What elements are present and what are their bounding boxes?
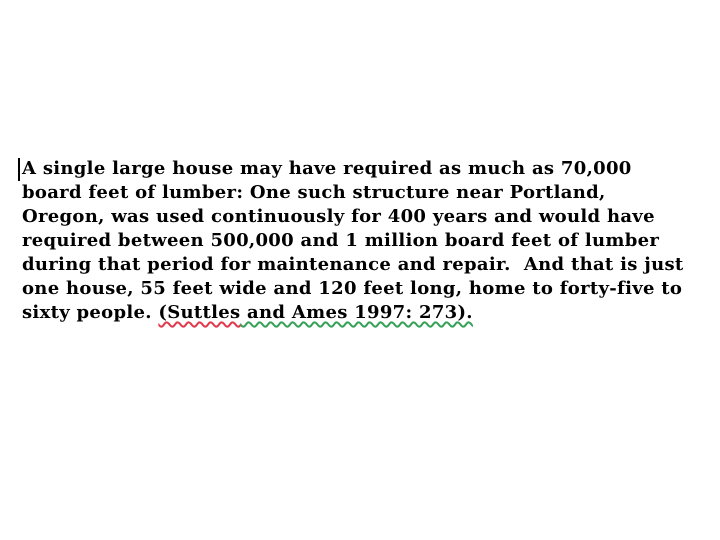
grammar-error-underline[interactable]: and Ames 1997: 273). [240,302,473,323]
text-line[interactable]: required between 500,000 and 1 million board feet of lumber [22,230,660,251]
text-line[interactable]: during that period for maintenance and repair. And that is just [22,254,684,275]
text-line[interactable]: Oregon, was used continuously for 400 years and would have [22,206,655,227]
text-line[interactable]: A single large house may have required as much as 70,000 [22,158,632,179]
text-line[interactable] [22,301,684,325]
spelling-error-underline[interactable]: (Suttles [158,302,241,323]
text-cursor [18,158,20,181]
text-segment[interactable]: sixty people. [22,302,159,323]
text-line[interactable]: one house, 55 feet wide and 120 feet long, home to forty-five to [22,278,683,299]
text-line[interactable]: board feet of lumber: One such structure near Portland, [22,182,606,203]
paragraph[interactable] [22,157,684,325]
